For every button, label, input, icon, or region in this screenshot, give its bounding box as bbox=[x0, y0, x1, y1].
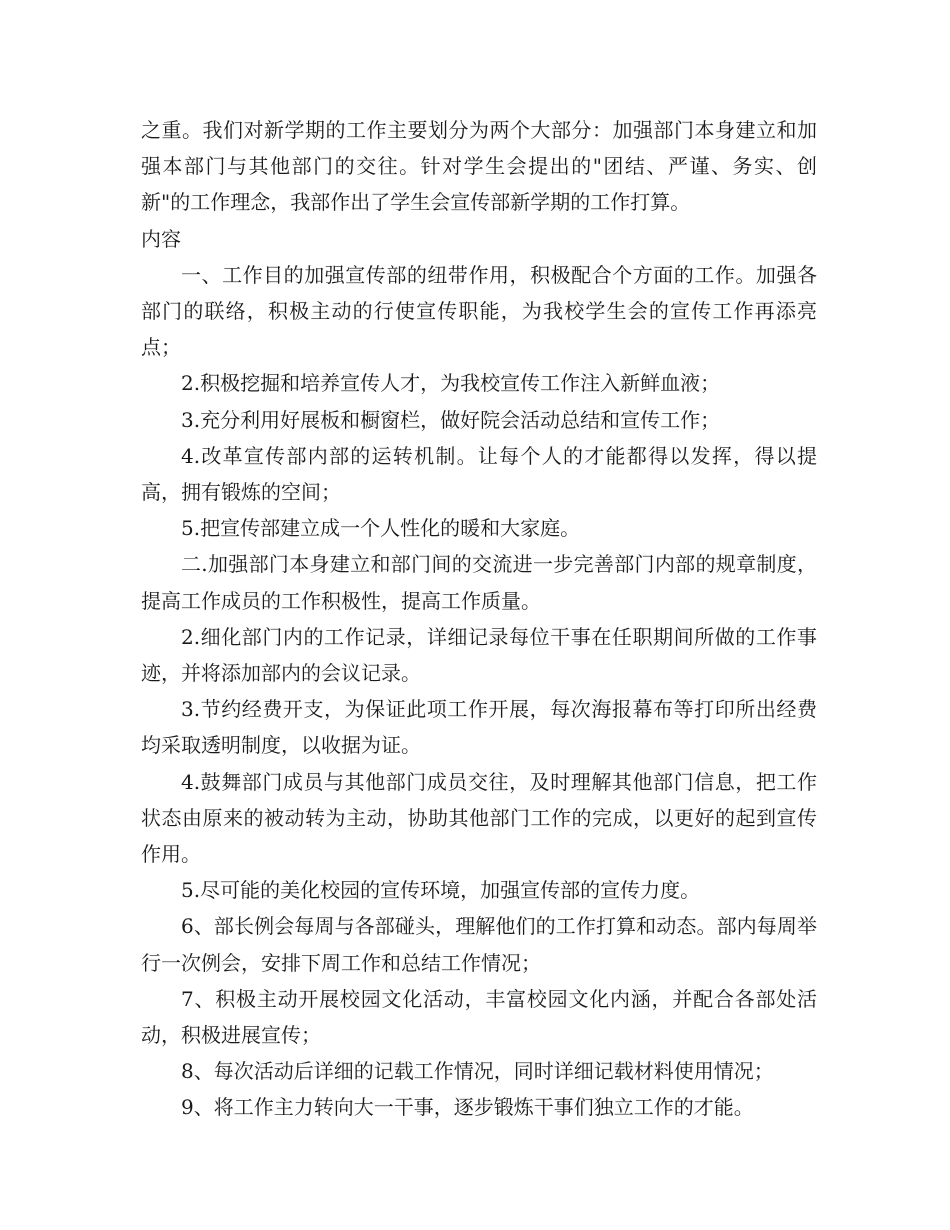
document-body bbox=[141, 112, 817, 1126]
paragraph-item: 5.尽可能的美化校园的宣传环境，加强宣传部的宣传力度。 bbox=[181, 878, 701, 903]
paragraph-item: 4.鼓舞部门成员与其他部门成员交往，及时理解其他部门信息，把工作状态由原来的被动转为主动，协助其他部门工作的完成，以更好的起到宣传作用。 bbox=[141, 769, 817, 867]
paragraph-item: 6、部长例会每周与各部碰头，理解他们的工作打算和动态。部内每周举行一次例会，安排下周工作和总结工作情况； bbox=[141, 914, 817, 975]
paragraph-heading-content: 内容 bbox=[141, 226, 181, 251]
paragraph-item: 4.改革宣传部内部的运转机制。让每个人的才能都得以发挥，得以提高，拥有锻炼的空间； bbox=[141, 443, 817, 505]
paragraph-intro: 之重。我们对新学期的工作主要划分为两个大部分：加强部门本身建立和加强本部门与其他部门的交往。针对学生会提出的"团结、严谨、务实、创新"的工作理念，我部作出了学生会宣传部新学期的工作打算。 bbox=[141, 118, 817, 215]
paragraph-item: 二.加强部门本身建立和部门间的交流进一步完善部门内部的规章制度，提高工作成员的工作积极性，提高工作质量。 bbox=[141, 552, 817, 613]
paragraph-item: 一、工作目的加强宣传部的纽带作用，积极配合个方面的工作。加强各部门的联络，积极主动的行使宣传职能，为我校学生会的宣传工作再添亮点； bbox=[141, 262, 817, 360]
paragraph-item: 5.把宣传部建立成一个人性化的暖和大家庭。 bbox=[181, 516, 581, 541]
paragraph-item: 7、积极主动开展校园文化活动，丰富校园文化内涵，并配合各部处活动，积极进展宣传； bbox=[141, 986, 817, 1048]
paragraph-item: 3.充分利用好展板和橱窗栏，做好院会活动总结和宣传工作； bbox=[181, 407, 721, 432]
paragraph-item: 2.细化部门内的工作记录，详细记录每位干事在任职期间所做的工作事迹，并将添加部内的会议记录。 bbox=[141, 624, 817, 686]
paragraph-item: 3.节约经费开支，为保证此项工作开展，每次海报幕布等打印所出经费均采取透明制度，以收据为证。 bbox=[141, 697, 817, 758]
paragraph-item: 8、每次活动后详细的记载工作情况，同时详细记载材料使用情况； bbox=[181, 1059, 774, 1084]
paragraph-item: 9、将工作主力转向大一干事，逐步锻炼干事们独立工作的才能。 bbox=[181, 1095, 754, 1120]
paragraph-item: 2.积极挖掘和培养宣传人才，为我校宣传工作注入新鲜血液； bbox=[181, 371, 721, 396]
